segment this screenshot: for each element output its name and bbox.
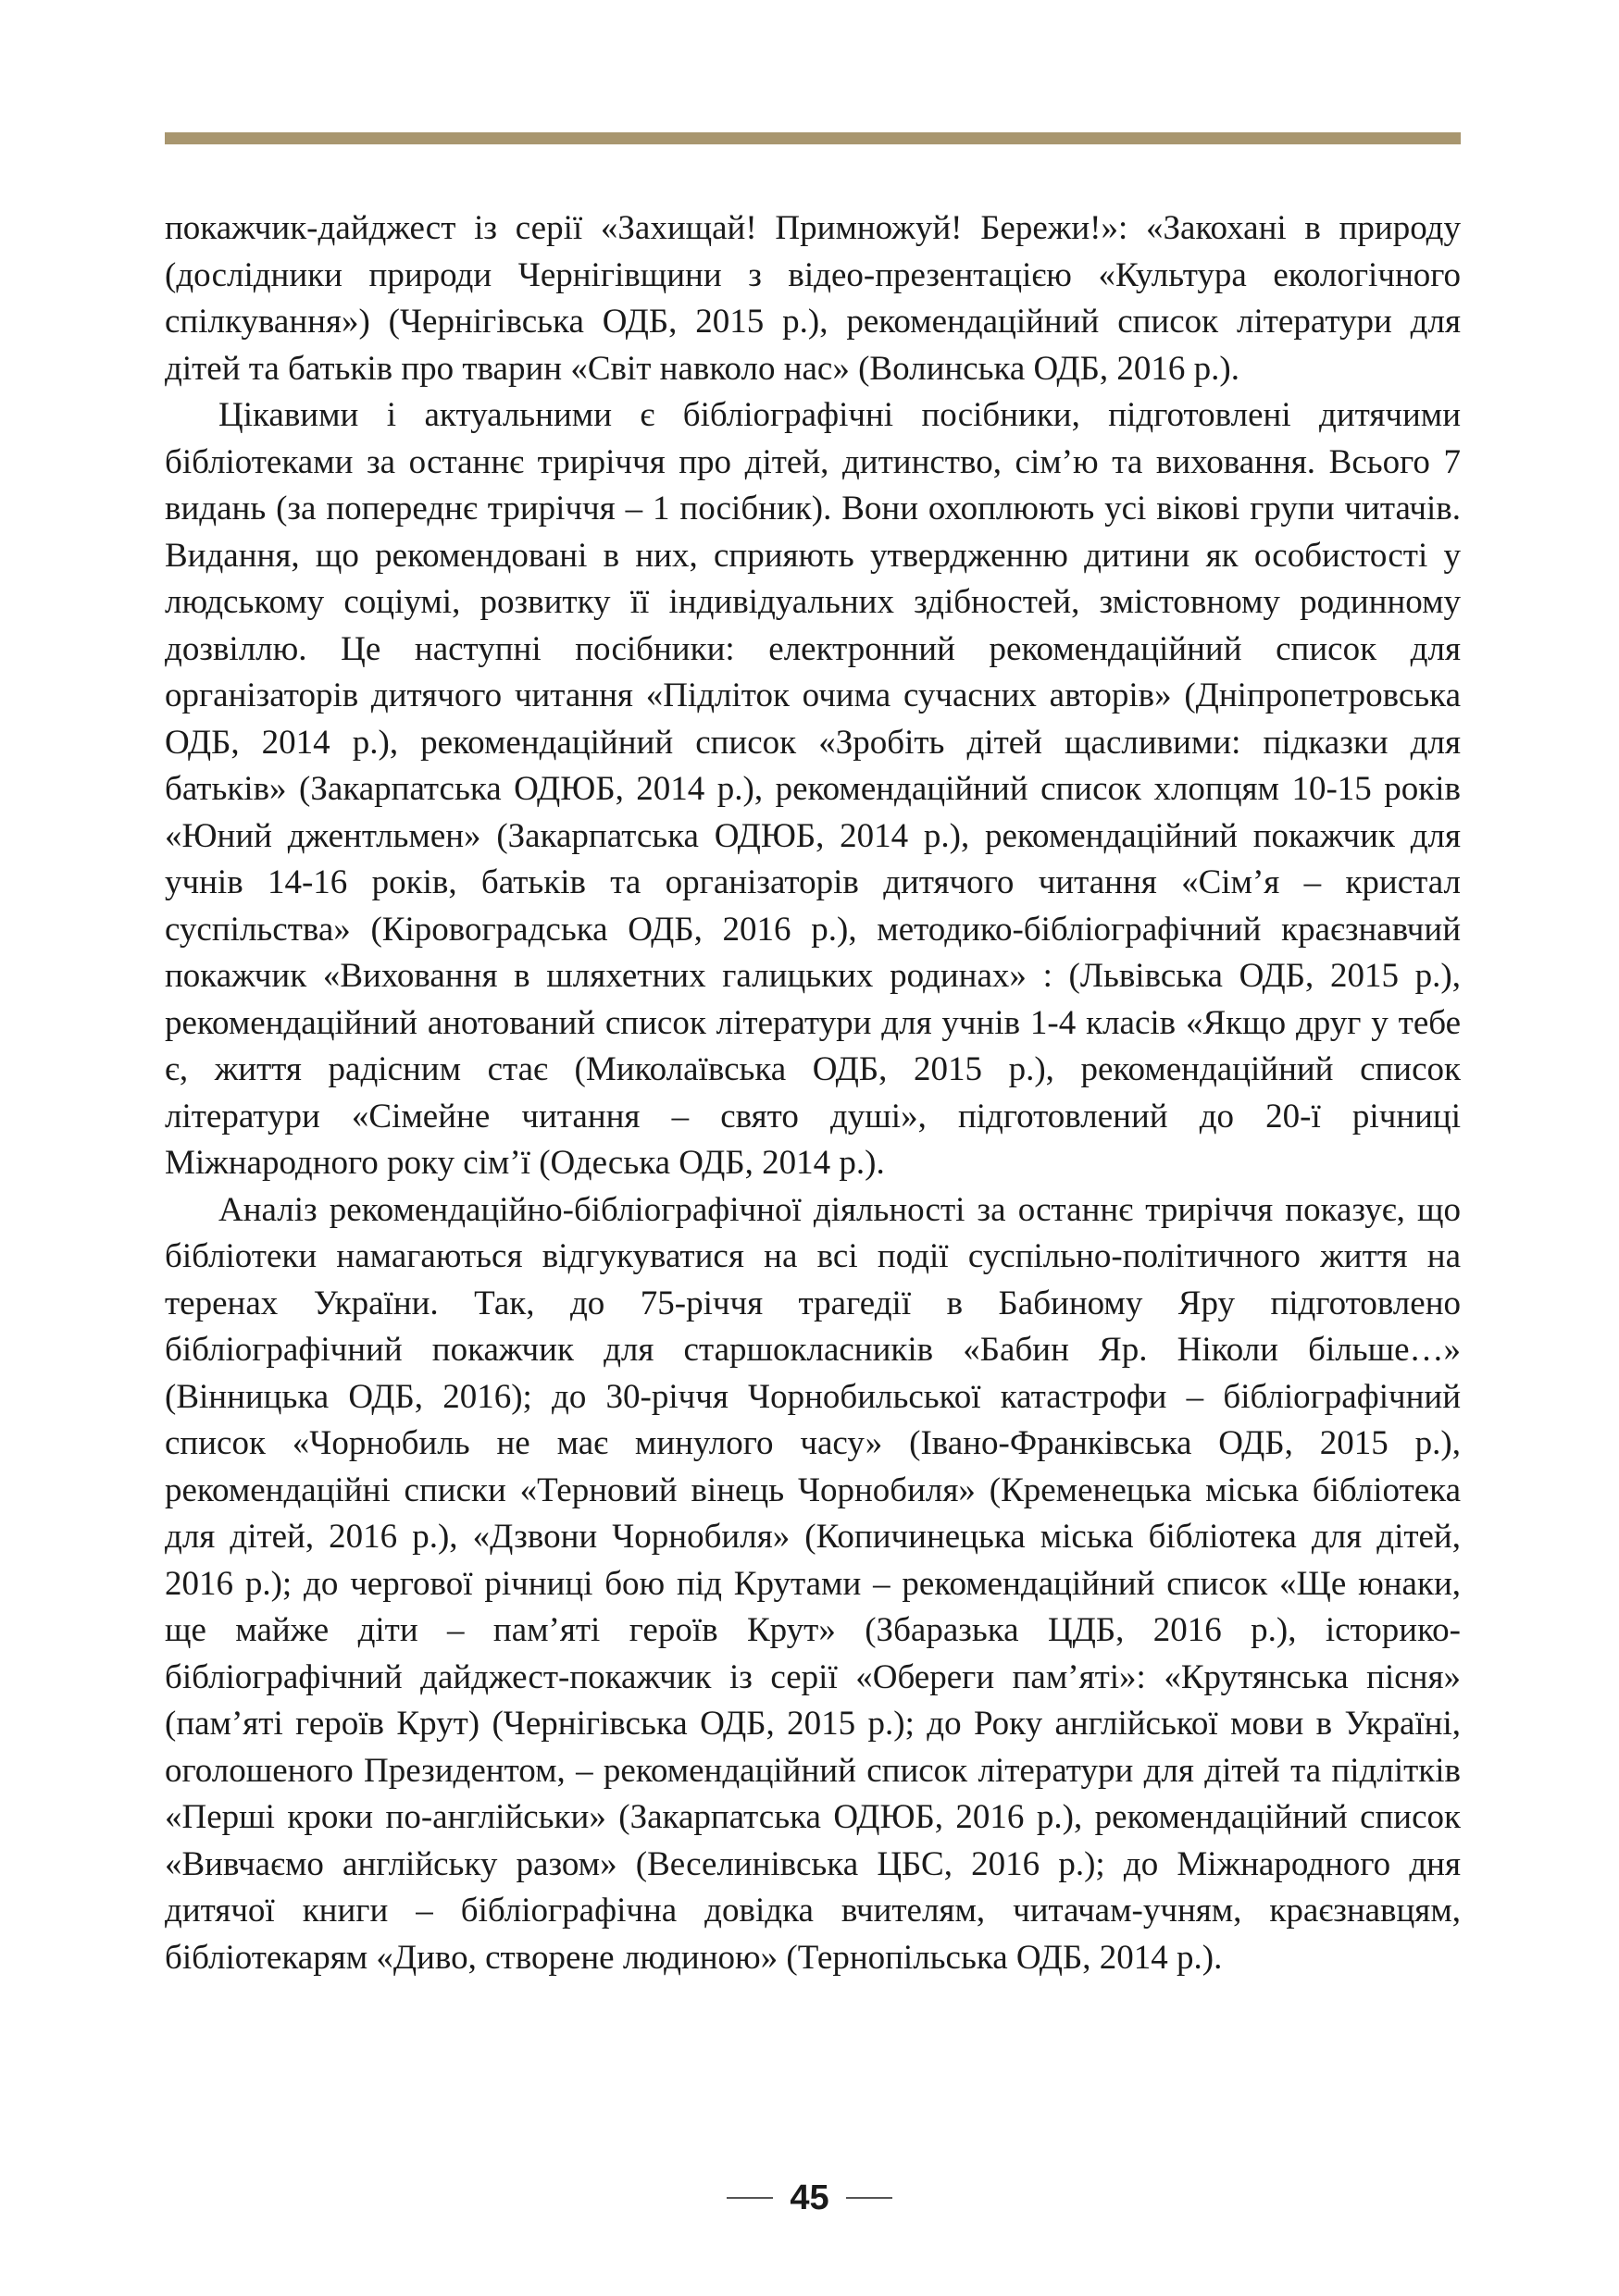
paragraph-family-guides: Цікавими і актуальними є бібліографічні посібники, підготовлені дитячими бібліотеками за останнє триріччя про дітей, дитинство, сім’ю та виховання. Всього 7 видань (за попереднє триріччя – 1 посібник). Вони охоплюють усі вікові групи читачів. Видання, що рекомендовані в них, сприяють утвердженню дитини як особистості у людському соціумі, розвитку її індивідуальних здібностей, змістовному родинному дозвіллю. Це наступні посібники: електронний рекомендаційний список для організаторів дитячого читання «Підліток очима сучасних авторів» (Дніпропетровська ОДБ, 2014 р.), рекомендаційний список «Зробіть дітей щасливими: підказки для батьків» (Закарпатська ОДЮБ, 2014 р.), рекомендаційний список хлопцям 10-15 років «Юний джентльмен» (Закарпатська ОДЮБ, 2014 р.), рекомендаційний покажчик для учнів 14-16 років, батьків та організаторів дитячого читання «Сім’я – кристал суспільства» (Кіровоградська ОДБ, 2016 р.), методико-бібліографічний краєзнавчий покажчик «Виховання в шляхетних галицьких родинах» : (Львівська ОДБ, 2015 р.), рекомендаційний анотований список літератури для учнів 1-4 класів «Якщо друг у тебе є, життя радісним стає (Миколаївська ОДБ, 2015 р.), рекомендаційний список літератури «Сімейне читання – свято душі», підготовлений до 20-ї річниці Міжнародного року сім’ї (Одеська ОДБ, 2014 р.). (165, 396, 1461, 1182)
page-number: 45 (790, 2178, 829, 2217)
footer-left-line (727, 2197, 773, 2199)
paragraph-analysis: Аналіз рекомендаційно-бібліографічної діяльності за останнє триріччя показує, що бібліотеки намагаються відгукуватися на всі події суспільно-політичного життя на теренах України. Так, до 75-річчя трагедії в Бабиному Яру підготовлено бібліографічний покажчик для старшокласників «Бабин Яр. Ніколи більше…» (Вінницька ОДБ, 2016); до 30-річчя Чорнобильської катастрофи – бібліографічний список «Чорнобиль не має минулого часу» (Івано-Франківська ОДБ, 2015 р.), рекомендаційні списки «Терновий вінець Чорнобиля» (Кременецька міська бібліотека для дітей, 2016 р.), «Дзвони Чорнобиля» (Копичинецька міська бібліотека для дітей, 2016 р.); до чергової річниці бою під Крутами – рекомендаційний список «Ще юнаки, ще майже діти – пам’яті героїв Крут» (Збаразька ЦДБ, 2016 р.), історико-бібліографічний дайджест-покажчик із серії «Обереги пам’яті»: «Крутянська пісня» (пам’яті героїв Крут) (Чернігівська ОДБ, 2015 р.); до Року англійської мови в Україні, оголошеного Президентом, – рекомендаційний список літератури для дітей та підлітків «Перші кроки по-англійськи» (Закарпатська ОДЮБ, 2016 р.), рекомендаційний список «Вивчаємо англійську разом» (Веселинівська ЦБС, 2016 р.); до Міжнародного дня дитячої книги – бібліографічна довідка вчителям, читачам-учням, краєзнавцям, бібліотекарям «Диво, створене людиною» (Тернопільська ОДБ, 2014 р.). (165, 1190, 1461, 1977)
page-footer (0, 2179, 1619, 2216)
paragraph-continuation: покажчик-дайджест із серії «Захищай! Примножуй! Бережи!»: «Закохані в природу (дослідники природи Чернігівщини з відео-презентацією «Культура екологічного спілкування») (Чернігівська ОДБ, 2015 р.), рекомендаційний список літератури для дітей та батьків про тварин «Світ навколо нас» (Волинська ОДБ, 2016 р.). (165, 209, 1461, 388)
footer-right-line (846, 2197, 892, 2199)
body-text (165, 205, 1461, 1981)
header-rule (165, 132, 1461, 144)
